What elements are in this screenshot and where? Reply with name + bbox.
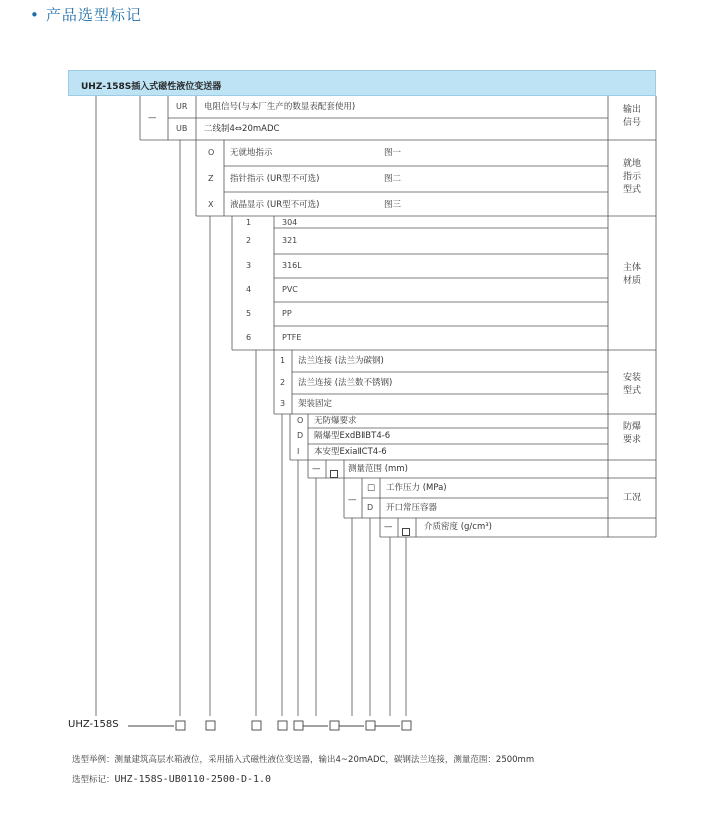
explosion-desc-i: 本安型ExiaⅡCT4-6 xyxy=(314,447,387,457)
condition-desc-d: 开口常压容器 xyxy=(386,503,438,513)
range-desc: 测量范围 (mm) xyxy=(348,464,408,474)
condition-code-pressure: □ xyxy=(367,483,376,493)
install-category-line1: 安装 xyxy=(622,373,641,383)
material-desc-2: 321 xyxy=(282,236,298,245)
indicator-category-line1: 就地 xyxy=(622,159,641,169)
output-dash: — xyxy=(148,113,157,123)
material-code-6: 6 xyxy=(246,333,252,342)
indicator-desc-o: 无就地指示 xyxy=(230,148,273,158)
explosion-code-d: D xyxy=(297,431,304,440)
material-desc-1: 304 xyxy=(282,218,298,227)
explosion-desc-d: 隔爆型ExdBⅡBT4-6 xyxy=(314,431,391,441)
material-desc-3: 316L xyxy=(282,261,302,270)
output-desc-ub: 二线制4⇔20mADC xyxy=(204,124,280,134)
install-code-1: 1 xyxy=(280,356,286,365)
condition-dash: — xyxy=(348,495,357,505)
explosion-category-line2: 要求 xyxy=(622,435,641,445)
density-dash: — xyxy=(384,522,393,532)
explosion-code-i: I xyxy=(297,447,300,456)
indicator-code-x: X xyxy=(208,200,214,209)
condition-desc-pressure: 工作压力 (MPa) xyxy=(386,483,447,493)
output-code-ur: UR xyxy=(176,102,188,111)
condition-category-line1: 工况 xyxy=(622,493,641,503)
example-line2 xyxy=(72,775,271,785)
material-code-4: 4 xyxy=(246,285,252,294)
page-title-text: 产品选型标记 xyxy=(45,6,142,24)
output-desc-ur: 电阻信号(与本厂生产的数显表配套使用) xyxy=(204,102,356,112)
output-code-ub: UB xyxy=(176,124,188,133)
material-category-line1: 主体 xyxy=(622,263,641,273)
bullet-icon: • xyxy=(30,6,40,24)
indicator-desc-z: 指针指示 (UR型不可选) xyxy=(230,174,320,184)
table-header-text: UHZ-158S插入式磁性液位变送器 xyxy=(81,82,222,92)
density-desc: 介质密度 (g/cm³) xyxy=(424,522,492,532)
output-category-line2: 信号 xyxy=(622,118,641,128)
condition-code-d: D xyxy=(367,503,374,512)
install-desc-1: 法兰连接 (法兰为碳钢) xyxy=(298,356,384,366)
install-desc-3: 架装固定 xyxy=(298,399,333,409)
indicator-category-line3: 型式 xyxy=(622,185,641,195)
example-code: UHZ-158S-UB0110-2500-D-1.0 xyxy=(114,774,272,785)
material-code-2: 2 xyxy=(246,236,252,245)
output-category-line1: 输出 xyxy=(622,105,641,115)
material-code-5: 5 xyxy=(246,309,252,318)
example-line1: 选型举例：测量建筑高层水箱液位，采用插入式磁性液位变送器，输出4~20mADC，碳钢法兰连接，测量范围：2500mm xyxy=(72,755,535,765)
explosion-category-line1: 防爆 xyxy=(622,422,641,432)
install-code-2: 2 xyxy=(280,378,286,387)
material-desc-4: PVC xyxy=(282,285,298,294)
model-code-text: UHZ-158S xyxy=(68,719,119,730)
indicator-fig-x: 图三 xyxy=(384,200,402,210)
example-label: 选型标记： xyxy=(72,775,115,785)
material-code-3: 3 xyxy=(246,261,252,270)
install-category-line2: 型式 xyxy=(622,386,641,396)
indicator-desc-x: 液晶显示 (UR型不可选) xyxy=(230,200,320,210)
install-desc-2: 法兰连接 (法兰数不锈钢) xyxy=(298,378,393,388)
material-category-line2: 材质 xyxy=(622,276,641,286)
indicator-code-o: O xyxy=(208,148,215,157)
indicator-category-line2: 指示 xyxy=(622,172,641,182)
install-code-3: 3 xyxy=(280,399,286,408)
material-code-1: 1 xyxy=(246,218,252,227)
indicator-code-z: Z xyxy=(208,174,214,183)
explosion-desc-o: 无防爆要求 xyxy=(314,416,357,426)
indicator-fig-o: 图一 xyxy=(384,148,402,158)
material-desc-6: PTFE xyxy=(282,333,302,342)
indicator-fig-z: 图二 xyxy=(384,174,402,184)
range-dash: — xyxy=(312,464,321,474)
material-desc-5: PP xyxy=(282,309,292,318)
explosion-code-o: O xyxy=(297,416,304,425)
